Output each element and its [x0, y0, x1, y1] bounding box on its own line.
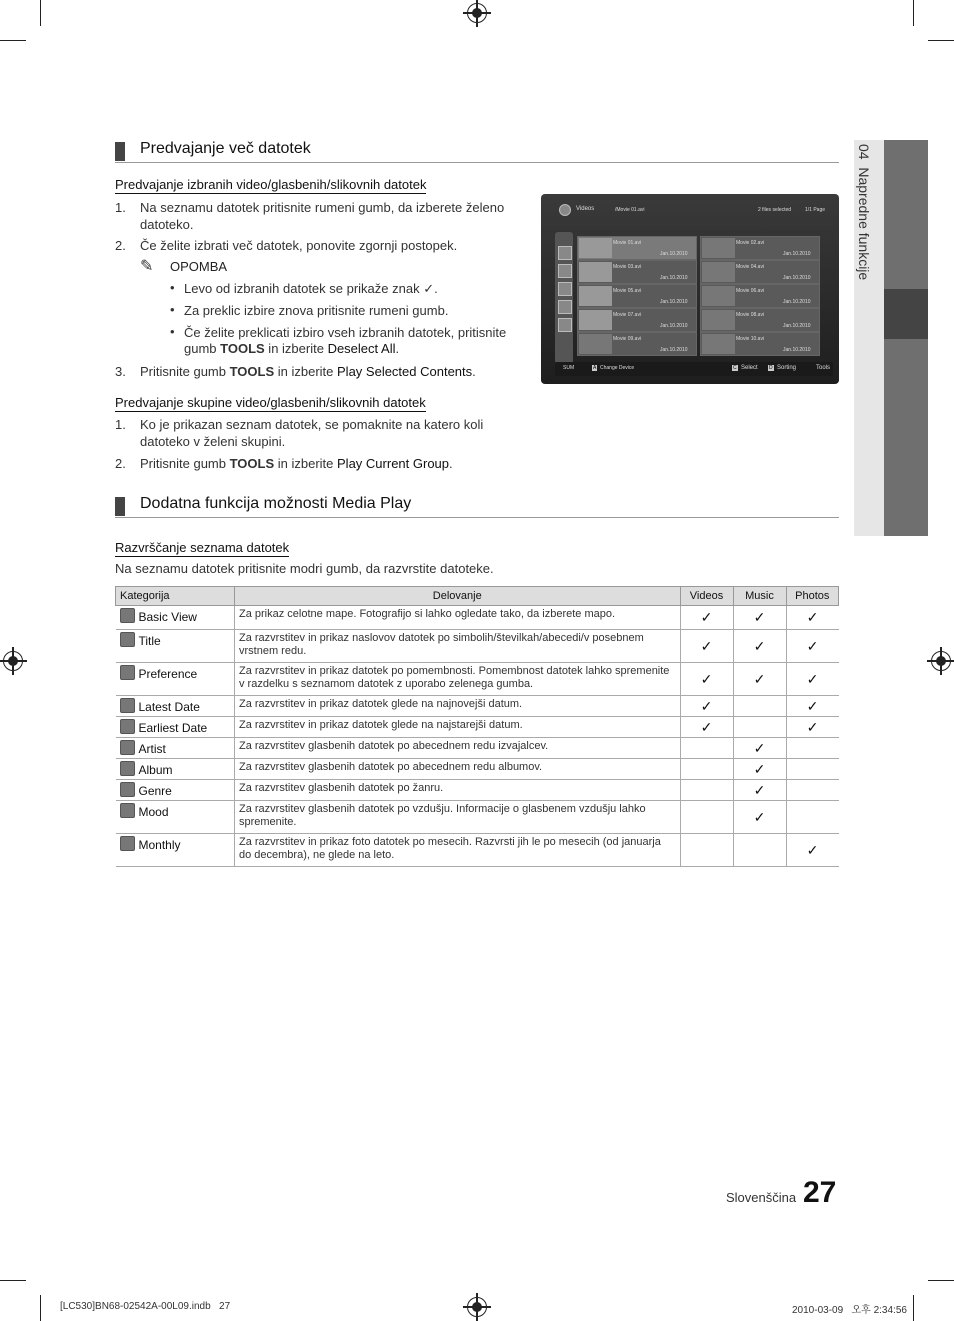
step-number: 1.: [115, 417, 126, 432]
col-header: Music: [733, 587, 786, 606]
tv-item: [577, 332, 697, 356]
description-cell: Za razvrstitev in prikaz foto datotek po mesecih. Razvrsti jih le po mesecih (od januarja do decembra), ne glede na leto.: [235, 834, 681, 867]
folder-icon: [558, 246, 572, 260]
checkmark-icon: ✓: [806, 609, 819, 625]
punct: .: [449, 456, 453, 471]
checkmark-icon: ✓: [753, 808, 766, 825]
support-cell: [680, 696, 733, 717]
table-header-row: [116, 587, 839, 606]
film-icon: [579, 334, 612, 354]
support-cell: [733, 630, 786, 663]
step-number: 1.: [115, 200, 126, 215]
step-text: Pritisnite gumb: [140, 364, 230, 379]
step-text: in izberite: [274, 456, 338, 471]
tv-item: [700, 236, 820, 260]
calendar-earliest-icon: [558, 300, 572, 314]
support-cell: [786, 606, 839, 630]
checkmark-icon: ✓: [423, 281, 435, 296]
description-cell: Za razvrstitev in prikaz naslovov datotek po simbolih/številkah/abecedi/v posebnem vrstnem redu.: [235, 630, 681, 663]
category-label: Title: [138, 634, 161, 648]
tools-key: TOOLS: [229, 364, 275, 379]
support-cell: [680, 663, 733, 696]
checkmark-icon: ✓: [753, 739, 766, 756]
category-label: Latest Date: [138, 700, 200, 714]
tv-item-date: Jan.10.2010: [660, 251, 688, 257]
thumbnail: [579, 310, 612, 330]
registration-mark-icon: [3, 651, 23, 671]
tv-item-name: Movie 06.avi: [736, 288, 765, 294]
table-row: [116, 759, 839, 780]
support-cell: [680, 801, 733, 834]
thumbnail: [579, 286, 612, 306]
tv-item: [700, 260, 820, 284]
table-row: [116, 696, 839, 717]
support-cell: [786, 834, 839, 867]
sorting-table: [115, 586, 839, 867]
step-text: Na seznamu datotek pritisnite rumeni gumb, da izberete želeno datoteko.: [140, 200, 505, 232]
bullet-text: Če želite preklicati izbiro vseh izbranih datotek, pritisnite gumb: [184, 325, 507, 356]
description-cell: Za razvrstitev in prikaz datotek glede na najnovejši datum.: [235, 696, 681, 717]
tv-item: [700, 284, 820, 308]
tv-path: /Movie 01.avi: [615, 207, 645, 213]
checkmark-icon: ✓: [806, 841, 819, 858]
support-cell: [786, 801, 839, 834]
intro-text: Na seznamu datotek pritisnite modri gumb, da razvrstite datoteke.: [115, 561, 494, 576]
checkmark-icon: ✓: [806, 697, 819, 714]
tv-item-name: Movie 03.avi: [613, 264, 642, 270]
film-icon: [702, 310, 735, 330]
tv-item-date: Jan.10.2010: [783, 347, 811, 353]
section-heading: [115, 495, 839, 518]
table-row: [116, 738, 839, 759]
thumbnail: [579, 238, 612, 258]
table-row: [116, 606, 839, 630]
col-header: Delovanje: [235, 587, 681, 606]
tv-item-date: Jan.10.2010: [783, 251, 811, 257]
checkmark-icon: ✓: [753, 781, 766, 798]
support-cell: [680, 630, 733, 663]
tv-item-name: Movie 09.avi: [613, 336, 642, 342]
videos-icon: [559, 204, 571, 216]
category-cell: [116, 717, 235, 738]
category-cell: [116, 696, 235, 717]
tv-item-date: Jan.10.2010: [660, 275, 688, 281]
heading-bar: [115, 142, 125, 161]
support-cell: [680, 834, 733, 867]
support-cell: [733, 780, 786, 801]
step-number: 2.: [115, 238, 126, 253]
star-icon: [558, 318, 572, 332]
tv-item-name: Movie 05.avi: [613, 288, 642, 294]
checkmark-icon: ✓: [753, 609, 766, 625]
tools-key: TOOLS: [229, 456, 275, 471]
subsection-title: Razvrščanje seznama datotek: [115, 540, 290, 555]
punct: .: [472, 364, 476, 379]
checkmark-icon: ✓: [753, 670, 766, 687]
c-button-icon: C: [733, 365, 737, 371]
tv-page: 1/1 Page: [805, 207, 826, 213]
col-header: Photos: [786, 587, 839, 606]
support-cell: [680, 738, 733, 759]
checkmark-icon: ✓: [700, 697, 713, 714]
description-cell: Za prikaz celotne mape. Fotografijo si lahko ogledate tako, da izberete mapo.: [235, 606, 681, 630]
tv-screen-screenshot: [541, 194, 839, 384]
table-row: [116, 663, 839, 696]
tv-item: [700, 308, 820, 332]
tv-item-name: Movie 10.avi: [736, 336, 765, 342]
support-cell: [786, 696, 839, 717]
table-row: [116, 834, 839, 867]
bullet-text: Levo od izbranih datotek se prikaže znak: [184, 281, 420, 296]
support-cell: [733, 717, 786, 738]
menu-option: Deselect All: [327, 341, 396, 356]
chapter-name: Napredne funkcije: [856, 167, 872, 281]
support-cell: [680, 717, 733, 738]
registration-mark-icon: [467, 1297, 487, 1317]
category-label: Genre: [138, 784, 172, 798]
table-row: [116, 801, 839, 834]
category-cell: [116, 780, 235, 801]
section-title: Predvajanje več datotek: [140, 140, 311, 157]
tv-footer-tools: Tools: [816, 365, 831, 371]
pencil-icon: ✎: [140, 258, 154, 275]
tv-item: [577, 236, 697, 260]
support-cell: [733, 834, 786, 867]
tv-header: Videos: [576, 206, 595, 212]
registration-mark-icon: [467, 3, 487, 23]
tv-item-name: Movie 02.avi: [736, 240, 765, 246]
tv-item-date: Jan.10.2010: [783, 275, 811, 281]
category-cell: [116, 663, 235, 696]
support-cell: [786, 780, 839, 801]
support-cell: [733, 801, 786, 834]
support-cell: [680, 606, 733, 630]
checkmark-icon: ✓: [700, 609, 713, 625]
a-button-icon: A: [593, 365, 597, 371]
category-label: Basic View: [138, 610, 197, 624]
category-cell: [116, 834, 235, 867]
menu-option: Play Current Group: [337, 456, 450, 471]
footer-date: 2010-03-09 오후 2:34:56: [792, 1305, 907, 1316]
menu-option: Play Selected Contents: [337, 364, 473, 379]
tv-footer-sorting: Sorting: [777, 365, 797, 371]
support-cell: [786, 738, 839, 759]
thumbnail: [579, 262, 612, 282]
description-cell: Za razvrstitev glasbenih datotek po abecednem redu izvajalcev.: [235, 738, 681, 759]
film-icon: [702, 262, 735, 282]
album-icon: [120, 761, 135, 776]
section-title: Dodatna funkcija možnosti Media Play: [140, 495, 412, 512]
description-cell: Za razvrstitev glasbenih datotek po vzdušju. Informacije o glasbenem vzdušju lahko spremenite.: [235, 801, 681, 834]
genre-icon: [120, 782, 135, 797]
tv-item-date: Jan.10.2010: [783, 299, 811, 305]
category-label: Artist: [138, 742, 166, 756]
artist-icon: [120, 740, 135, 755]
category-cell: [116, 759, 235, 780]
punct: .: [395, 341, 400, 356]
category-cell: [116, 801, 235, 834]
support-cell: [680, 780, 733, 801]
footer-language: Slovenščina: [726, 1190, 797, 1205]
category-label: Monthly: [138, 838, 181, 852]
checkmark-icon: ✓: [806, 670, 819, 687]
tv-item-name: Movie 04.avi: [736, 264, 765, 270]
monthly-icon: [120, 836, 135, 851]
support-cell: [733, 663, 786, 696]
heading-bar: [115, 497, 125, 516]
page-number: 27: [803, 1176, 837, 1209]
step-text: Ko je prikazan seznam datotek, se pomaknite na katero koli datoteko v želeni skupini.: [140, 417, 484, 449]
section-heading: [115, 140, 839, 163]
category-label: Album: [138, 763, 173, 777]
chapter-tab-marker: [884, 289, 928, 339]
bullet-text: Za preklic izbire znova pritisnite rumeni gumb.: [184, 303, 449, 318]
col-header: Videos: [680, 587, 733, 606]
support-cell: [733, 738, 786, 759]
checkmark-icon: ✓: [700, 637, 713, 654]
star-icon: [120, 665, 135, 680]
title-icon: [120, 632, 135, 647]
note-label: OPOMBA: [170, 259, 228, 274]
title-icon: [558, 264, 572, 278]
tv-item-date: Jan.10.2010: [660, 299, 688, 305]
folder-icon: [120, 608, 135, 623]
step-text: in izberite: [274, 364, 338, 379]
checkmark-icon: ✓: [753, 760, 766, 777]
checkmark-icon: ✓: [700, 670, 713, 687]
checkmark-icon: ✓: [700, 718, 713, 735]
tools-key: TOOLS: [220, 341, 265, 356]
support-cell: [786, 717, 839, 738]
category-cell: [116, 738, 235, 759]
tv-item: [577, 284, 697, 308]
category-cell: [116, 630, 235, 663]
table-row: [116, 780, 839, 801]
description-cell: Za razvrstitev in prikaz datotek po pomembnosti. Pomembnost datotek lahko spremenite v razdelku s seznamom datotek z uporabo zelenega gumba.: [235, 663, 681, 696]
tv-selected-count: 2 files selected: [758, 207, 792, 213]
tv-item-date: Jan.10.2010: [660, 347, 688, 353]
checkmark-icon: ✓: [806, 718, 819, 735]
subsection-title: Predvajanje izbranih video/glasbenih/slikovnih datotek: [115, 177, 427, 192]
category-label: Earliest Date: [138, 721, 208, 735]
tv-item: [700, 332, 820, 356]
mood-icon: [120, 803, 135, 818]
support-cell: [786, 759, 839, 780]
calendar-latest-icon: [558, 282, 572, 296]
step-text: Če želite izbrati več datotek, ponovite zgornji postopek.: [140, 238, 458, 253]
description-cell: Za razvrstitev in prikaz datotek glede na najstarejši datum.: [235, 717, 681, 738]
support-cell: [733, 759, 786, 780]
support-cell: [680, 759, 733, 780]
tv-item: [577, 308, 697, 332]
bullet-text: in izberite: [264, 341, 328, 356]
support-cell: [786, 630, 839, 663]
category-cell: [116, 606, 235, 630]
support-cell: [786, 663, 839, 696]
checkmark-icon: ✓: [753, 637, 766, 654]
description-cell: Za razvrstitev glasbenih datotek po abecednem redu albumov.: [235, 759, 681, 780]
col-header: Kategorija: [116, 587, 235, 606]
table-row: [116, 630, 839, 663]
tv-item-name: Movie 08.avi: [736, 312, 765, 318]
film-icon: [702, 238, 735, 258]
d-button-icon: D: [769, 365, 773, 371]
support-cell: [733, 696, 786, 717]
step-text: Pritisnite gumb: [140, 456, 230, 471]
description-cell: Za razvrstitev glasbenih datotek po žanru.: [235, 780, 681, 801]
tv-footer-select: Select: [741, 365, 758, 371]
registration-mark-icon: [931, 651, 951, 671]
tv-footer-change-device: Change Device: [600, 365, 635, 371]
tv-footer-sum: SUM: [563, 365, 575, 371]
tv-item-date: Jan.10.2010: [660, 323, 688, 329]
chapter-number: 04: [856, 144, 872, 160]
checkmark-icon: ✓: [806, 637, 819, 654]
table-row: [116, 717, 839, 738]
support-cell: [733, 606, 786, 630]
film-icon: [702, 334, 735, 354]
calendar-earliest-icon: [120, 719, 135, 734]
category-label: Mood: [138, 805, 169, 819]
subsection-title: Predvajanje skupine video/glasbenih/slikovnih datotek: [115, 395, 426, 410]
calendar-latest-icon: [120, 698, 135, 713]
step-number: 2.: [115, 456, 126, 471]
tv-item-name: Movie 01.avi: [613, 240, 642, 246]
tv-item-name: Movie 07.avi: [613, 312, 642, 318]
step-number: 3.: [115, 364, 126, 379]
tv-item: [577, 260, 697, 284]
category-label: Preference: [138, 667, 198, 681]
film-icon: [702, 286, 735, 306]
tv-item-date: Jan.10.2010: [783, 323, 811, 329]
chapter-title: [856, 144, 872, 280]
footer-file: [LC530]BN68-02542A-00L09.indb 27: [60, 1301, 231, 1312]
